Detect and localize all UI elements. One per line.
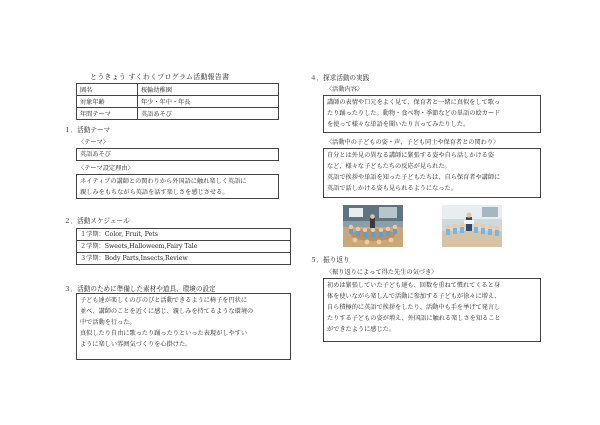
table-row: [77, 108, 279, 120]
info-key: 園名: [77, 84, 138, 96]
reaction-line: など、様々な子どもたちの反応が見られた。: [327, 163, 451, 170]
schedule-term-2: ２学期：Sweets,Halloweem,Fairy Tale: [76, 240, 291, 252]
content-box: [323, 95, 541, 133]
section-5-heading: ５．振り返り: [310, 256, 350, 264]
materials-line: 並べ、講師のことを近くに感じ、親しみを持てるような環境の: [80, 308, 254, 315]
reflection-line: 自ら積極的に英語で挨拶をしたり、活動中も手を挙げて発言し: [327, 304, 501, 311]
section-3-heading: ３．活動のために準備した素材や道具、環境の設定: [64, 285, 216, 293]
reason-line: ネイティブの講師との関わりから外国語に触れ楽しく英語に: [80, 178, 247, 185]
section-4-heading: ４．探求活動の実践: [310, 74, 370, 82]
theme-value-box: [76, 148, 279, 161]
section-2-heading: ２．活動スケジュール: [64, 217, 130, 225]
reason-label: 〈テーマ設定理由〉: [78, 165, 134, 172]
reaction-line: 英語で話しかける姿も見られるようになった。: [327, 185, 457, 192]
class-photo-1-image: [343, 205, 403, 247]
materials-line: ように楽しい雰囲気づくりを心掛けた。: [80, 341, 192, 348]
reflection-line: ができたように感じた。: [327, 326, 396, 333]
schedule-term-1: １学期：Color, Fruit, Pets: [76, 228, 291, 240]
reflection-line: たりする子どもの姿が増え、外国語に触れる楽しさを知ること: [327, 315, 501, 322]
info-value: 桜輪幼稚園: [138, 84, 279, 96]
content-line: たり踊ったりした。動物・食べ物・季節などの単語の絵カード: [327, 110, 501, 117]
materials-line: 真似したり自由に歌ったり踊ったりといった表現がしやすい: [80, 330, 248, 337]
materials-line: 中で活動を行った。: [80, 319, 136, 326]
content-line: を使って様々な単語を聞いたり言ってみたりした。: [327, 121, 470, 128]
section-1-heading: １．活動テーマ: [64, 126, 111, 134]
class-photo-1: [343, 205, 403, 247]
reflection-box: [323, 278, 541, 342]
schedule-term-3: ３学期：Body Parts,Insects,Review: [76, 252, 291, 265]
reflection-line: 体を使いながら楽しんで活動に参加する子どもが徐々に増え、: [327, 293, 501, 300]
info-value: 年少・年中・年長: [138, 96, 279, 108]
reason-box: [76, 174, 279, 199]
info-value: 英語あそび: [138, 108, 279, 120]
materials-box: [76, 293, 291, 360]
table-row: [77, 84, 279, 96]
info-table: [76, 83, 279, 120]
class-photo-2-image: [442, 205, 502, 247]
content-label: 〈活動内容〉: [326, 86, 364, 93]
reaction-line: 英語で挨拶や単語を知った子どもたちは、自ら保育者や講師に: [327, 174, 501, 181]
document-title: とうきょう すくわくプログラム活動報告書: [90, 73, 230, 81]
class-photo-2: [442, 205, 502, 247]
theme-label: 〈テーマ〉: [78, 139, 109, 146]
reflection-line: 初めは緊張していた子ども達も、回数を重ねて慣れてくると身: [327, 282, 501, 289]
table-row: [77, 96, 279, 108]
content-line: 講師の表情や口元をよく見て、保育者と一緒に真似をして歌っ: [327, 99, 501, 106]
reflection-label: 〈振り返りによって得た先生の気づき〉: [326, 269, 438, 276]
reaction-label: 〈活動中の子どもの姿・声、子ども同士や保育者との関わり〉: [326, 139, 500, 146]
theme-value: 英語あそび: [80, 151, 111, 158]
info-key: 年間テーマ: [77, 108, 138, 120]
materials-line: 子ども達が楽しくのびのびと活動できるように椅子を円状に: [80, 297, 248, 304]
info-key: 対象年齢: [77, 96, 138, 108]
reaction-line: 自分とは外見の異なる講師に緊張する姿や自ら話しかける姿: [327, 152, 495, 159]
reaction-box: [323, 148, 541, 198]
reason-line: 親しみをもちながら英語を話す楽しさを感じさせる。: [80, 189, 229, 196]
